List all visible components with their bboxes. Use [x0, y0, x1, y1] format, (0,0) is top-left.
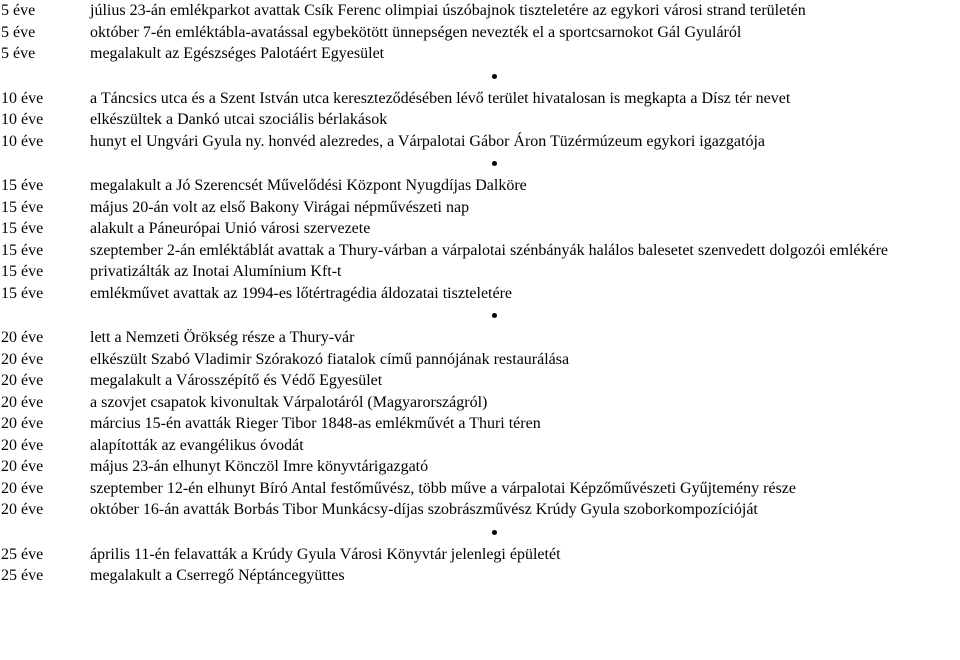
anniversary-years: 20 éve — [1, 393, 44, 411]
anniversary-years: 20 éve — [1, 329, 44, 346]
anniversary-row — [0, 392, 960, 414]
anniversary-event-text: megalakult a Cserregő Néptáncegyüttes — [90, 567, 345, 584]
bullet-separator — [0, 304, 960, 327]
anniversary-event-text: április 11-én felavatták a Krúdy Gyula Városi Könyvtár jelenlegi épületét — [90, 545, 561, 563]
anniversary-event-text: megalakult a Városszépítő és Védő Egyesület — [90, 372, 383, 389]
anniversary-event-text: május 20-án volt az első Bakony Virágai népművészeti nap — [90, 198, 470, 216]
bullet-separator — [0, 65, 960, 88]
anniversary-row — [0, 0, 960, 22]
anniversary-event-text: május 23-án elhunyt Könczöl Imre könyvtárigazgató — [90, 458, 429, 475]
anniversary-row — [0, 109, 960, 131]
bullet-dot-icon — [492, 313, 497, 318]
anniversary-row — [0, 499, 960, 521]
anniversary-event-text: alakult a Páneurópai Unió városi szervezete — [90, 220, 371, 237]
anniversary-years: 5 éve — [1, 23, 36, 41]
anniversary-row — [0, 22, 960, 44]
anniversary-years: 25 éve — [1, 545, 44, 563]
anniversary-event-text: elkészültek a Dankó utcai szociális bérlakások — [90, 111, 388, 128]
anniversary-years: 15 éve — [1, 263, 44, 280]
anniversary-event-text: emlékművet avattak az 1994-es lőtértragédia áldozatai tiszteletére — [90, 284, 513, 302]
anniversary-row — [0, 435, 960, 457]
anniversary-row — [0, 261, 960, 283]
anniversary-row — [0, 131, 960, 153]
anniversary-years: 15 éve — [1, 198, 44, 216]
anniversary-years: 15 éve — [1, 177, 44, 194]
anniversary-row — [0, 175, 960, 197]
anniversary-event-text: lett a Nemzeti Örökség része a Thury-vár — [90, 329, 355, 346]
anniversary-years: 5 éve — [1, 45, 36, 62]
anniversary-row — [0, 88, 960, 110]
anniversary-event-text: hunyt el Ungvári Gyula ny. honvéd alezredes, a Várpalotai Gábor Áron Tüzérmúzeum egykori igazgatója — [90, 132, 766, 150]
anniversary-event-text: március 15-én avatták Rieger Tibor 1848-as emlékművét a Thuri téren — [90, 415, 541, 432]
anniversary-years: 20 éve — [1, 372, 44, 389]
anniversary-years: 10 éve — [1, 111, 44, 128]
anniversary-years: 20 éve — [1, 479, 44, 497]
anniversary-years: 10 éve — [1, 132, 44, 150]
anniversary-years: 10 éve — [1, 89, 44, 107]
anniversary-event-text: szeptember 2-án emléktáblát avattak a Thury-várban a várpalotai szénbányák halálos balesetet szenvedett dolgozói emlékére — [90, 241, 889, 259]
anniversary-event-text: alapították az evangélikus óvodát — [90, 436, 304, 454]
anniversary-row — [0, 478, 960, 500]
bullet-separator — [0, 152, 960, 175]
bullet-dot-icon — [492, 161, 497, 166]
anniversary-years: 15 éve — [1, 220, 44, 237]
anniversary-event-text: a Táncsics utca és a Szent István utca kereszteződésében lévő terület hivatalosan is megkapta a Dísz tér nevet — [90, 89, 791, 107]
anniversary-row — [0, 197, 960, 219]
anniversary-row — [0, 240, 960, 262]
anniversary-years: 20 éve — [1, 415, 44, 432]
anniversary-years: 5 éve — [1, 2, 36, 19]
anniversary-row — [0, 413, 960, 435]
anniversary-event-text: megalakult az Egészséges Palotáért Egyesület — [90, 45, 385, 62]
anniversary-row — [0, 43, 960, 65]
anniversary-row — [0, 283, 960, 305]
anniversary-years: 20 éve — [1, 501, 44, 518]
anniversary-event-text: elkészült Szabó Vladimir Szórakozó fiatalok című pannójának restaurálása — [90, 350, 570, 368]
anniversary-years: 25 éve — [1, 567, 44, 584]
anniversary-row — [0, 544, 960, 566]
anniversary-event-text: július 23-án emlékparkot avattak Csík Ferenc olimpiai úszóbajnok tiszteletére az egykori városi strand területén — [90, 2, 806, 19]
bullet-dot-icon — [492, 530, 497, 535]
anniversary-row — [0, 370, 960, 392]
anniversary-years: 20 éve — [1, 350, 44, 368]
anniversary-years: 20 éve — [1, 458, 44, 475]
anniversary-row — [0, 456, 960, 478]
anniversary-event-text: október 7-én emléktábla-avatással egybekötött ünnepségen nevezték el a sportcsarnokot Gál Gyuláról — [90, 23, 742, 41]
anniversary-years: 15 éve — [1, 284, 44, 302]
anniversary-event-text: szeptember 12-én elhunyt Bíró Antal festőművész, több műve a várpalotai Képzőművészeti Gyűjtemény része — [90, 479, 796, 497]
anniversary-event-text: megalakult a Jó Szerencsét Művelődési Központ Nyugdíjas Dalköre — [90, 177, 527, 194]
anniversary-event-text: a szovjet csapatok kivonultak Várpalotáról (Magyarországról) — [90, 393, 488, 411]
anniversary-years: 15 éve — [1, 241, 44, 259]
anniversary-event-text: október 16-án avatták Borbás Tibor Munkácsy-díjas szobrászművész Krúdy Gyula szoborkompozícióját — [90, 501, 758, 518]
bullet-separator — [0, 521, 960, 544]
anniversary-row — [0, 327, 960, 349]
anniversary-row — [0, 218, 960, 240]
anniversary-row — [0, 349, 960, 371]
anniversary-row — [0, 565, 960, 587]
anniversary-event-text: privatizálták az Inotai Alumínium Kft-t — [90, 263, 342, 280]
bullet-dot-icon — [492, 74, 497, 79]
anniversary-years: 20 éve — [1, 436, 44, 454]
